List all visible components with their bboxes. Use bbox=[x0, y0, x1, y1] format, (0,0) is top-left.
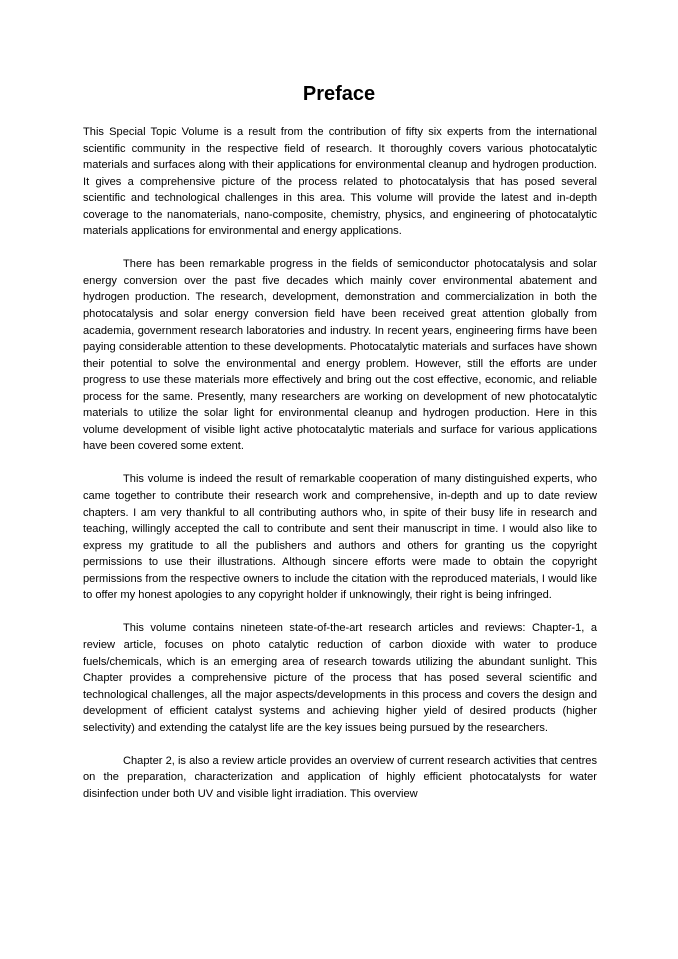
paragraph-chapter-2: Chapter 2, is also a review article provides an overview of current research activities that centres on the preparation, characterization and application of highly efficient photocatalysts for water disinfection under both UV and visible light irradiation. This overview bbox=[83, 754, 597, 800]
paragraph-contents: This volume contains nineteen state-of-the-art research articles and reviews: Chapter-1, a review article, focuses on photo catalytic reduction of carbon dioxide with water to produce fuels/chemicals, which is an emerging area of research towards utilizing the abundant sunlight. This Chapter provides a comprehensive picture of the process that has posed several scientific and technological challenges, all the major aspects/developments in this process and covers the design and development of efficient catalyst systems and achieving higher yield of desired products (higher selectivity) and extending the catalyst life are the key issues being pursued by the researchers. bbox=[83, 622, 597, 734]
paragraph-progress: There has been remarkable progress in the fields of semiconductor photocatalysis and solar energy conversion over the past five decades which mainly cover environmental abatement and hydrogen production. The research, development, demonstration and commercialization in both the photocatalysis and solar energy conversion field have been received great attention globally from academia, government research laboratories and industry. In recent years, engineering firms have been paying considerable attention to these developments. Photocatalytic materials and surfaces have shown their potential to solve the environmental and energy problem. However, still the efforts are under progress to use these materials more effectively and bring out the cost effective, economic, and reliable process for the same. Presently, many researchers are working on development of new photocatalytic materials to utilize the solar light for environmental cleanup and hydrogen production. Here in this volume development of visible light active photocatalytic materials and surface for various applications have been covered some extent. bbox=[83, 258, 597, 453]
paragraph-intro: This Special Topic Volume is a result from the contribution of fifty six experts from the international scientific community in the respective field of research. It thoroughly covers various photocatalytic materials and surfaces along with their applications for environmental cleanup and hydrogen production. It gives a comprehensive picture of the process related to photocatalysis that has posed several scientific and technological challenges in this area. This volume will provide the latest and in-depth coverage to the nanomaterials, nano-composite, chemistry, physics, and engineering of photocatalytic materials applications for environmental and energy applications. bbox=[83, 126, 597, 238]
paragraph-acknowledgements: This volume is indeed the result of remarkable cooperation of many distinguished experts, who came together to contribute their research work and comprehensive, in-depth and up to date review chapters. I am very thankful to all contributing authors who, in spite of their busy life in research and teaching, willingly accepted the call to contribute and sent their manuscript in time. I would also like to express my gratitude to all the publishers and authors and others for granting us the copyright permissions to use their illustrations. Although sincere efforts were made to obtain the copyright permissions from the respective owners to include the citation with the reproduced materials, I would like to offer my honest apologies to any copyright holder if unknowingly, their right is being infringed. bbox=[83, 473, 597, 602]
preface-body bbox=[83, 124, 597, 819]
page-title: Preface bbox=[302, 83, 376, 105]
